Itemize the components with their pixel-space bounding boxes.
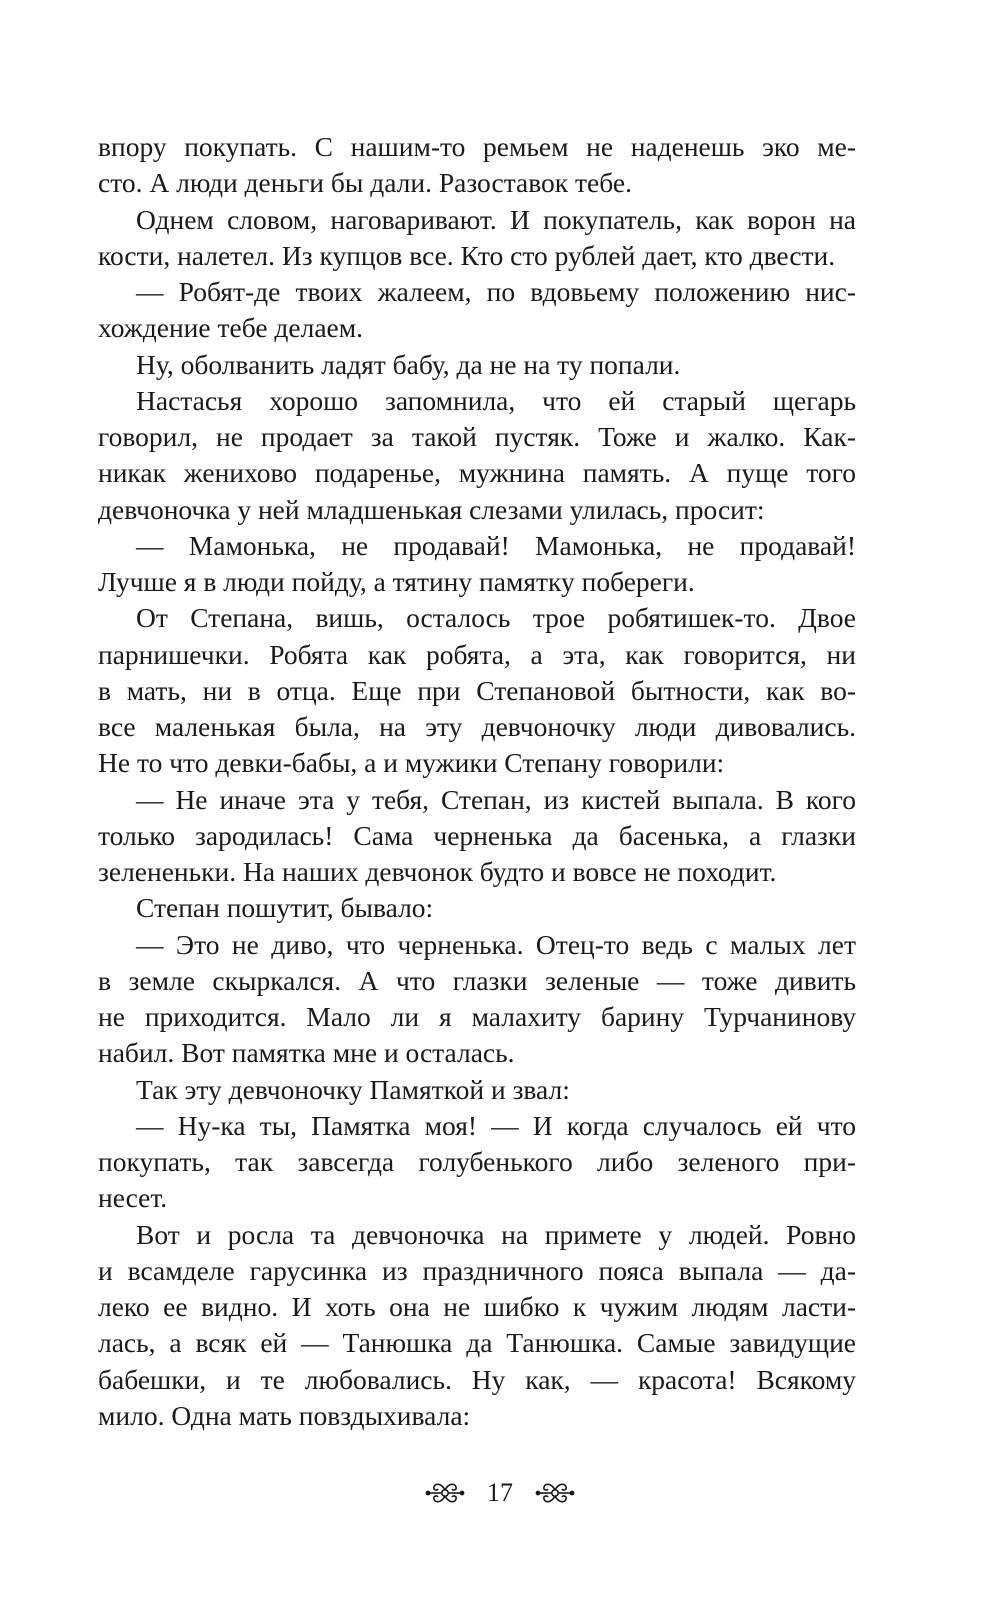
text-line: Однем словом, наговаривают. И покупатель, как ворон на: [136, 203, 856, 235]
text-line: Вот и росла та девчоночка на примете у людей. Ровно: [136, 1218, 856, 1250]
text-line: — Это не диво, что черненька. Отец-то ведь с малых лет: [136, 928, 856, 960]
text-line: в мать, ни в отца. Еще при Степановой бытности, как во-: [98, 674, 856, 706]
text-line: кости, налетел. Из купцов все. Кто сто рублей дает, кто двести.: [98, 239, 836, 271]
text-line: сто. А люди деньги бы дали. Разоставок тебе.: [98, 167, 632, 199]
floral-ornament-right-icon: [535, 1480, 575, 1506]
text-line: — Робят-де твоих жалеем, по вдовьему положению нис-: [136, 276, 856, 307]
text-line: леко ее видно. И хоть она не шибко к чужим людям ласти-: [98, 1291, 856, 1322]
text-line: зелененьки. На наших девчонок будто и вовсе не походит.: [98, 856, 777, 887]
text-line: — Мамонька, не продавай! Мамонька, не продавай!: [136, 529, 856, 561]
text-line: покупать, так завсегда голубенького либо зеленого при-: [98, 1146, 856, 1177]
text-line: в земле скыркался. А что глазки зеленые — тоже дивить: [98, 964, 856, 996]
text-line: набил. Вот памятка мне и осталась.: [98, 1037, 515, 1069]
text-line: хождение тебе делаем.: [98, 312, 364, 344]
text-line: девчоночка у ней младшенькая слезами улилась, просит:: [98, 493, 765, 525]
text-line: говорил, не продает за такой пустяк. Тоже и жалко. Как-: [98, 421, 856, 452]
text-line: Не то что девки-бабы, а и мужики Степану говорили:: [98, 747, 725, 779]
text-line: Лучше я в люди пойду, а тятину памятку побереги.: [98, 566, 695, 597]
text-line: От Степана, вишь, осталось трое робятишек-то. Двое: [136, 602, 856, 634]
text-line: не приходится. Мало ли я малахиту барину Турчанинову: [98, 1001, 856, 1032]
floral-ornament-left-icon: [425, 1480, 465, 1506]
text-line: Настасья хорошо запомнила, что ей старый щегарь: [136, 384, 856, 416]
text-line: бабешки, и те любовались. Ну как, — красота! Всякому: [98, 1363, 856, 1395]
text-line: мило. Одна мать повздыхивала:: [98, 1399, 471, 1431]
text-line: никак женихово подаренье, мужнина память. А пуще того: [98, 457, 856, 489]
page-footer: [0, 1473, 1000, 1513]
page-number: 17: [487, 1478, 513, 1507]
text-line: только зародилась! Сама черненька да басенька, а глазки: [98, 819, 856, 851]
text-line: — Не иначе эта у тебя, Степан, из кистей выпала. В кого: [136, 783, 856, 815]
text-line: — Ну-ка ты, Памятка моя! — И когда случалось ей что: [136, 1109, 856, 1141]
text-line: парнишечки. Робята как робята, а эта, как говорится, ни: [98, 638, 856, 670]
body-text: [98, 129, 856, 1434]
text-line: все маленькая была, на эту девчоночку люди дивовались.: [98, 711, 856, 742]
text-line: Так эту девчоночку Памяткой и звал:: [136, 1073, 570, 1105]
text-line: и всамделе гарусинка из праздничного пояса выпала — да-: [98, 1254, 856, 1286]
text-line: впору покупать. С нашим-то ремьем не наденешь эко ме-: [98, 131, 856, 162]
text-line: Степан пошутит, бывало:: [136, 892, 434, 924]
text-line: Ну, оболванить ладят бабу, да не на ту попали.: [136, 348, 681, 380]
text-line: несет.: [98, 1182, 168, 1214]
text-line: лась, а всяк ей — Танюшка да Танюшка. Самые завидущие: [98, 1327, 856, 1359]
